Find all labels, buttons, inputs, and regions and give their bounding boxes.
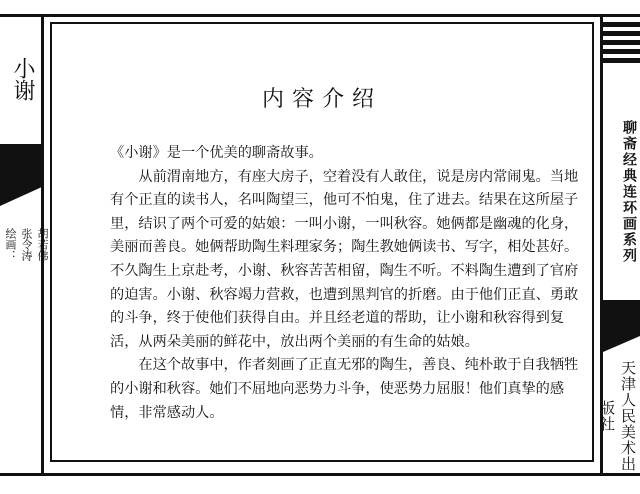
series-label: 聊斋经典连环画系列	[621, 120, 637, 264]
stripe	[603, 58, 640, 63]
spine-title: 小谢	[10, 57, 35, 101]
content-panel	[50, 22, 594, 462]
artist-credits	[4, 228, 49, 261]
paragraph-2: 从前渭南地方，有座大房子，空着没有人敢住，说是房内常闹鬼。当地有个正直的读书人，名叫陶望三，他可不怕鬼，住了进去。结果在这所屋子里，结识了两个可爱的姑娘：一叫小谢，一叫秋容。她俩都是幽魂的化身，美丽而善良。她俩帮助陶生料理家务；陶生教她俩读书、写字，相处甚好。不久陶生上京赴考，小谢、秋容苦苦相留，陶生不听。不料陶生遭到了官府的迫害。小谢、秋容竭力营救，也遭到黑判官的折磨。由于他们正直、勇敢的斗争，终于使他们获得自由。并且经老道的帮助，让小谢和秋容得到复活，从两朵美丽的鲜花中，放出两个美丽的有生命的姑娘。	[110, 168, 579, 350]
credit-role: 绘画：	[4, 228, 17, 261]
stripe	[603, 40, 640, 45]
spine-black-band	[0, 144, 44, 186]
right-black-band	[603, 300, 640, 336]
decorative-stripes	[603, 22, 640, 76]
spine-black-wedge	[0, 186, 44, 206]
stripe	[603, 49, 640, 54]
stripe	[603, 22, 640, 27]
paragraph-3: 在这个故事中，作者刻画了正直无邪的陶生，善良、纯朴敢于自我牺牲的小谢和秋容。她们不屈地向恶势力斗争，使恶势力屈服！他们真挚的感情，非常感动人。	[110, 357, 579, 421]
credit-name-2: 张令涛	[20, 228, 33, 261]
credit-name-1: 胡若佛	[36, 228, 49, 261]
paragraph-1: 《小谢》是一个优美的聊斋故事。	[110, 145, 323, 161]
stripe	[603, 31, 640, 36]
left-spine	[0, 14, 49, 476]
page-title: 内容介绍	[261, 87, 382, 112]
right-spine	[600, 14, 640, 476]
introduction-text	[110, 142, 580, 425]
right-black-wedge	[603, 336, 640, 352]
publisher-name: 天津人民美术出版社	[598, 360, 637, 472]
